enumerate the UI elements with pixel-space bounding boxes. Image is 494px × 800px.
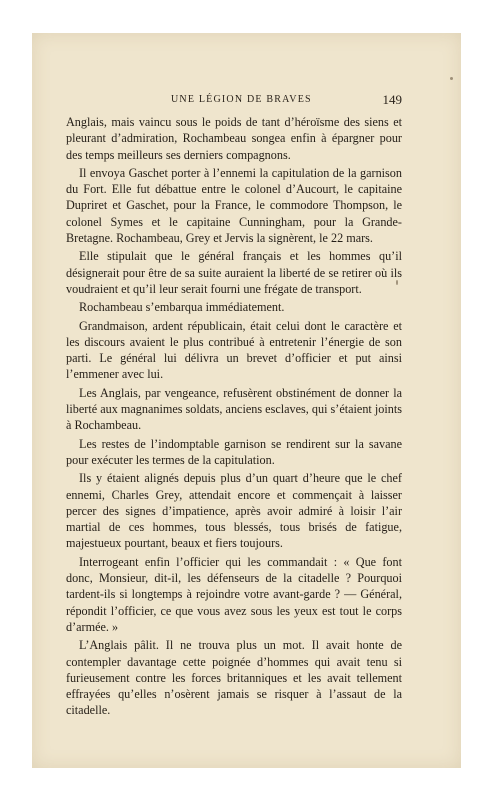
paragraph: Grandmaison, ardent républicain, était celui dont le caractère et les discours avaient le plus contribué à entretenir l’énergie de son parti. Le général lui délivra un brevet d’officier et put ainsi l’emmener avec lui. (66, 318, 402, 382)
paper-speck (450, 77, 453, 80)
page-number: 149 (382, 92, 402, 107)
paragraph: Il envoya Gaschet porter à l’ennemi la capitulation de la garnison du Fort. Elle fut débattue entre le colonel d’Aucourt, le capitaine Dupriret et Gaschet, pour la France, le commodore Thompson, le colonel Symes et le capitaine Cunningham, pour la Grande-Bretagne. Rochambeau, Grey et Jervis la signèrent, le 22 mars. (66, 165, 402, 246)
paragraph: Anglais, mais vaincu sous le poids de tant d’héroïsme des siens et pleurant d’admiration, Rochambeau songea enfin à épargner pour des temps meilleurs ses derniers compagnons. (66, 115, 402, 162)
paragraph: Interrogeant enfin l’officier qui les commandait : « Que font donc, Monsieur, dit-il, les défenseurs de la citadelle ? Pourquoi tardent-ils si longtemps à rejoindre votre avant-garde ? — Général, répondit l’officier, ce que vous avez sous les yeux est tout le corps d’armée. » (66, 554, 402, 634)
page-body (66, 114, 402, 721)
paragraph: Les restes de l’indomptable garnison se rendirent sur la savane pour exécuter les termes de la capitulation. (66, 436, 402, 467)
running-title: UNE LÉGION DE BRAVES (171, 94, 312, 105)
paragraph: Rochambeau s’embarqua immédiatement. (79, 300, 285, 315)
paragraph: Ils y étaient alignés depuis plus d’un quart d’heure que le chef ennemi, Charles Grey, attendait encore et commençait à laisser percer des signes d’impatience, après avoir admiré à loisir l’air martial de ces hommes, tous blessés, tous brisés de fatigue, majestueux pourtant, beaux et fiers toujours. (66, 471, 402, 551)
page-header (66, 94, 402, 110)
paragraph: Elle stipulait que le général français et les hommes qu’il désignerait pour être de sa suite auraient la liberté de se retirer où ils voudraient et qu’il leur serait fourni une frégate de transport. (66, 249, 402, 296)
paragraph: Les Anglais, par vengeance, refusèrent obstinément de donner la liberté aux magnanimes soldats, anciens esclaves, qui s’étaient joints à Rochambeau. (66, 385, 402, 433)
paragraph: L’Anglais pâlit. Il ne trouva plus un mot. Il avait honte de contempler davantage cette poignée d’hommes qui avait tenu si furieusement contre les forces britanniques et les avait tellement effrayées qu’elles n’osèrent jamais se risquer à l’assaut de la citadelle. (66, 638, 402, 718)
